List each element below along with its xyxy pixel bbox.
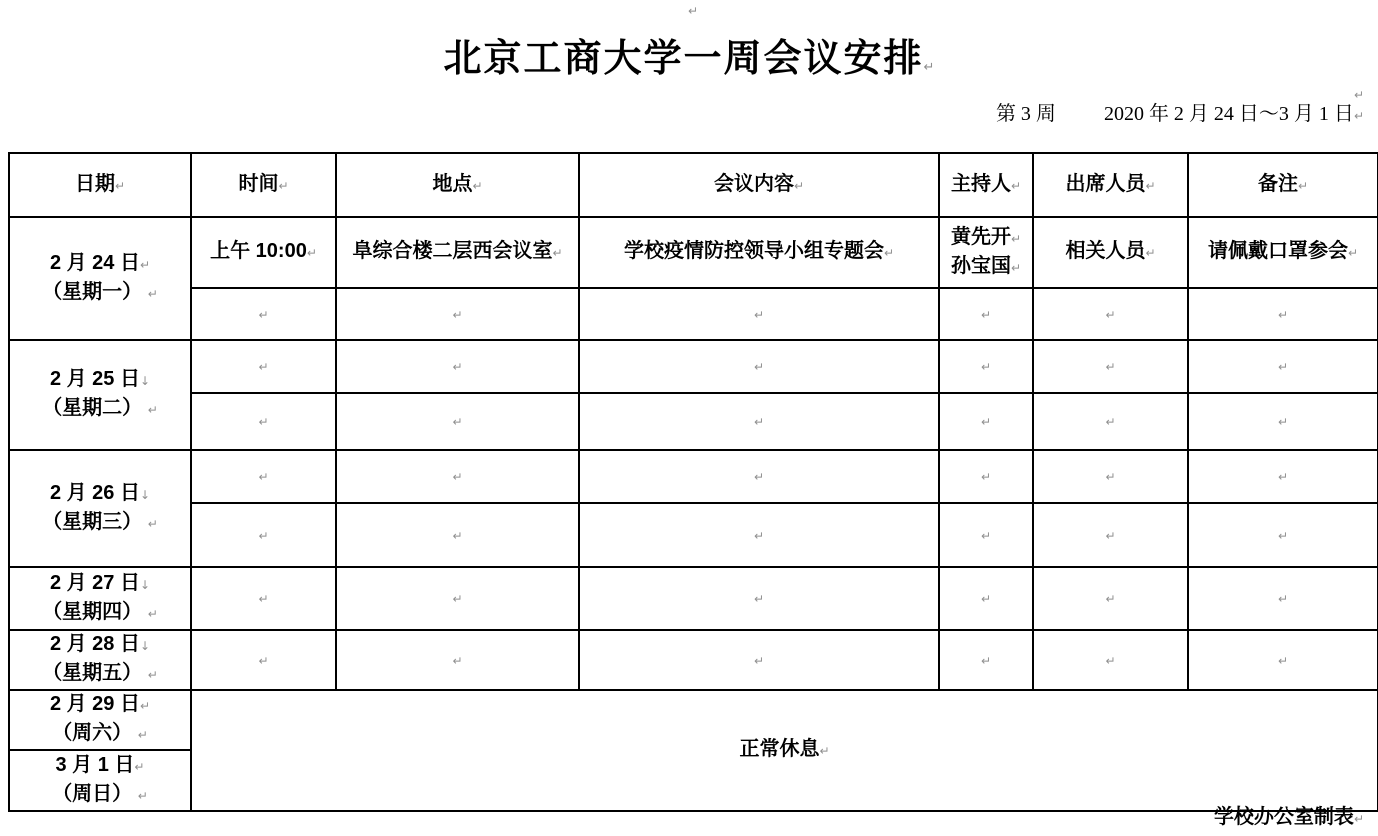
pilcrow-mark: ↵ (980, 653, 992, 668)
pilcrow-mark: ↵ (452, 470, 463, 484)
cell-text: 主持人 (950, 172, 1011, 195)
pilcrow-mark: ↵ (258, 307, 269, 322)
table-row (9, 393, 1378, 450)
pilcrow-mark: ↵ (1105, 528, 1116, 543)
pilcrow-mark: ↵ (147, 668, 158, 682)
date-cell-wednesday (9, 450, 191, 567)
linebreak-mark: ↓ (139, 639, 151, 653)
table-cell (939, 393, 1033, 450)
table-cell (939, 630, 1033, 690)
linebreak-mark: ↓ (139, 374, 151, 388)
table-cell (191, 503, 336, 567)
cell-text: 相关人员 (1065, 240, 1146, 262)
pilcrow-mark: ↵ (147, 403, 158, 417)
cell-text: （星期三） (42, 510, 148, 533)
cell-text: 日期 (74, 172, 115, 195)
pilcrow-mark: ↵ (1347, 246, 1359, 260)
pilcrow-mark: ↵ (139, 257, 151, 272)
pilcrow-mark: ↵ (1277, 415, 1289, 429)
empty-paragraph (996, 86, 1364, 102)
rest-notice-cell (191, 690, 1378, 811)
table-cell (336, 503, 579, 567)
table-cell (1033, 630, 1188, 690)
table-cell (579, 503, 939, 567)
cell-text: 地点 (432, 172, 473, 195)
pilcrow-mark: ↵ (258, 360, 269, 374)
meeting-notes (1188, 217, 1378, 288)
date-cell-friday (9, 630, 191, 690)
cell-text: 上午 10:00 (210, 240, 307, 262)
column-header (191, 153, 336, 217)
cell-text: 2 月 27 日 (49, 571, 140, 594)
table-cell (1188, 288, 1378, 340)
table-row (9, 217, 1378, 288)
pilcrow-mark: ↵ (1105, 307, 1116, 322)
pilcrow-mark: ↵ (753, 470, 765, 484)
table-cell (191, 340, 336, 393)
pilcrow-mark: ↵ (258, 592, 269, 606)
pilcrow-mark: ↵ (452, 307, 463, 322)
table-cell (939, 503, 1033, 567)
table-row (9, 567, 1378, 630)
meeting-host (939, 217, 1033, 288)
pilcrow-mark: ↵ (1353, 88, 1364, 102)
table-cell (1033, 450, 1188, 503)
column-header (579, 153, 939, 217)
meeting-location (336, 217, 579, 288)
pilcrow-mark: ↵ (139, 699, 151, 713)
pilcrow-mark: ↵ (980, 528, 992, 543)
table-cell (579, 450, 939, 503)
pilcrow-mark: ↵ (1105, 470, 1116, 484)
date-cell-tuesday (9, 340, 191, 450)
cell-text: 出席人员 (1065, 172, 1146, 195)
cell-text: 正常休息 (739, 738, 820, 760)
week-number: 第 3 周 (995, 103, 1056, 125)
table-cell (336, 630, 579, 690)
pilcrow-mark: ↵ (1105, 415, 1116, 429)
cell-text: （星期四） (42, 600, 148, 623)
pilcrow-mark: ↵ (1010, 260, 1022, 275)
pilcrow-mark: ↵ (1010, 178, 1022, 193)
pilcrow-mark: ↵ (1277, 528, 1289, 543)
cell-text: 2 月 25 日 (49, 368, 140, 390)
pilcrow-mark: ↵ (258, 470, 269, 484)
table-cell (1188, 630, 1378, 690)
cell-text: （周六） (52, 722, 138, 744)
pilcrow-mark: ↵ (923, 60, 935, 75)
table-cell (579, 288, 939, 340)
table-cell (336, 567, 579, 630)
pilcrow-mark: ↵ (258, 653, 269, 668)
column-header (9, 153, 191, 217)
pilcrow-mark: ↵ (452, 653, 463, 668)
table-row (9, 288, 1378, 340)
cell-text: 孙宝国 (950, 254, 1011, 277)
table-cell (1188, 567, 1378, 630)
cell-text: 阜综合楼二层西会议室 (352, 240, 553, 262)
pilcrow-mark: ↵ (258, 415, 269, 429)
meeting-attendees (1033, 217, 1188, 288)
pilcrow-mark: ↵ (980, 470, 992, 484)
table-cell (1033, 393, 1188, 450)
page-title (0, 34, 1378, 93)
table-cell (579, 567, 939, 630)
pilcrow-mark: ↵ (1353, 109, 1364, 123)
table-cell (579, 393, 939, 450)
pilcrow-mark: ↵ (1105, 653, 1116, 668)
table-cell (191, 450, 336, 503)
table-cell (1188, 393, 1378, 450)
pilcrow-mark: ↵ (472, 178, 483, 193)
pilcrow-mark: ↵ (1277, 470, 1289, 484)
table-cell (939, 450, 1033, 503)
pilcrow-mark: ↵ (753, 653, 765, 668)
cell-text: 2 月 24 日 (49, 251, 140, 274)
pilcrow-mark: ↵ (306, 246, 317, 260)
column-header (1033, 153, 1188, 217)
cell-text: 2 月 29 日 (49, 693, 140, 715)
footer-credit (1214, 805, 1364, 831)
pilcrow-mark: ↵ (452, 360, 463, 374)
week-info-line (996, 102, 1364, 128)
date-cell-sunday (9, 750, 191, 811)
cell-text: 2 月 26 日 (49, 481, 140, 504)
cell-text: （星期五） (42, 662, 148, 684)
table-cell (939, 567, 1033, 630)
week-info-block (996, 86, 1364, 128)
pilcrow-mark: ↵ (1277, 360, 1289, 374)
pilcrow-mark: ↵ (1105, 592, 1116, 606)
cell-text: 请佩戴口罩参会 (1207, 240, 1348, 262)
pilcrow-mark: ↵ (278, 178, 289, 193)
cell-text: 学校疫情防控领导小组专题会 (623, 240, 884, 262)
table-row (9, 503, 1378, 567)
linebreak-mark: ↓ (139, 487, 151, 502)
table-row (9, 340, 1378, 393)
cell-text: 2 月 28 日 (49, 633, 140, 655)
date-cell-saturday (9, 690, 191, 750)
pilcrow-mark: ↵ (980, 307, 992, 322)
pilcrow-mark: ↵ (1010, 231, 1022, 246)
pilcrow-mark: ↵ (452, 415, 463, 429)
table-cell (191, 393, 336, 450)
pilcrow-mark: ↵ (1353, 812, 1364, 826)
pilcrow-mark: ↵ (1145, 246, 1156, 260)
pilcrow-mark: ↵ (980, 592, 992, 606)
pilcrow-mark: ↵ (1297, 178, 1309, 193)
column-header (336, 153, 579, 217)
table-cell (579, 630, 939, 690)
pilcrow-mark: ↵ (688, 4, 699, 18)
table-cell (1033, 340, 1188, 393)
date-range: 2020 年 2 月 24 日～3 月 1 日 (1103, 103, 1354, 125)
table-row (9, 690, 1378, 750)
date-cell-monday (9, 217, 191, 340)
table-cell (1188, 450, 1378, 503)
pilcrow-mark: ↵ (1105, 360, 1116, 374)
table-cell (336, 340, 579, 393)
cell-text: （周日） (52, 782, 138, 805)
column-header (939, 153, 1033, 217)
cell-text: 3 月 1 日 (55, 753, 135, 776)
table-cell (939, 288, 1033, 340)
empty-paragraph (688, 2, 698, 20)
table-cell (939, 340, 1033, 393)
table-cell (191, 567, 336, 630)
header-row (9, 153, 1378, 217)
pilcrow-mark: ↵ (452, 528, 463, 543)
pilcrow-mark: ↵ (147, 286, 158, 301)
pilcrow-mark: ↵ (147, 516, 158, 531)
pilcrow-mark: ↵ (753, 360, 765, 374)
cell-text: （星期二） (42, 397, 148, 419)
cell-text: （星期一） (42, 280, 148, 303)
date-cell-thursday (9, 567, 191, 630)
pilcrow-mark: ↵ (552, 246, 563, 260)
page-title-text: 北京工商大学一周会议安排 (443, 38, 924, 80)
pilcrow-mark: ↵ (147, 606, 158, 621)
pilcrow-mark: ↵ (1145, 178, 1156, 193)
table-cell (336, 393, 579, 450)
pilcrow-mark: ↵ (452, 592, 463, 606)
cell-text: 黄先开 (950, 225, 1011, 248)
schedule-table (8, 152, 1378, 812)
pilcrow-mark: ↵ (1277, 592, 1289, 606)
pilcrow-mark: ↵ (137, 728, 148, 742)
pilcrow-mark: ↵ (753, 415, 765, 429)
table-cell (1033, 567, 1188, 630)
pilcrow-mark: ↵ (793, 178, 805, 193)
meeting-content (579, 217, 939, 288)
pilcrow-mark: ↵ (753, 528, 765, 543)
table-cell (1033, 503, 1188, 567)
table-cell (1033, 288, 1188, 340)
pilcrow-mark: ↵ (819, 744, 830, 758)
table-row (9, 450, 1378, 503)
table-cell (1188, 503, 1378, 567)
pilcrow-mark: ↵ (980, 360, 992, 374)
cell-text: 会议内容 (713, 172, 794, 195)
pilcrow-mark: ↵ (753, 592, 765, 606)
pilcrow-mark: ↵ (137, 788, 148, 803)
table-cell (1188, 340, 1378, 393)
table-cell (579, 340, 939, 393)
table-cell (336, 450, 579, 503)
pilcrow-mark: ↵ (1277, 653, 1289, 668)
column-header (1188, 153, 1378, 217)
linebreak-mark: ↓ (139, 577, 151, 592)
meeting-time (191, 217, 336, 288)
pilcrow-mark: ↵ (753, 307, 765, 322)
table-cell (336, 288, 579, 340)
footer-credit-text: 学校办公室制表 (1213, 806, 1354, 828)
cell-text: 时间 (238, 172, 279, 195)
pilcrow-mark: ↵ (114, 178, 126, 193)
pilcrow-mark: ↵ (134, 759, 145, 774)
table-cell (191, 288, 336, 340)
table-row (9, 630, 1378, 690)
pilcrow-mark: ↵ (1277, 307, 1289, 322)
pilcrow-mark: ↵ (980, 415, 992, 429)
pilcrow-mark: ↵ (883, 246, 895, 260)
table-cell (191, 630, 336, 690)
pilcrow-mark: ↵ (258, 528, 269, 543)
cell-text: 备注 (1257, 172, 1298, 195)
